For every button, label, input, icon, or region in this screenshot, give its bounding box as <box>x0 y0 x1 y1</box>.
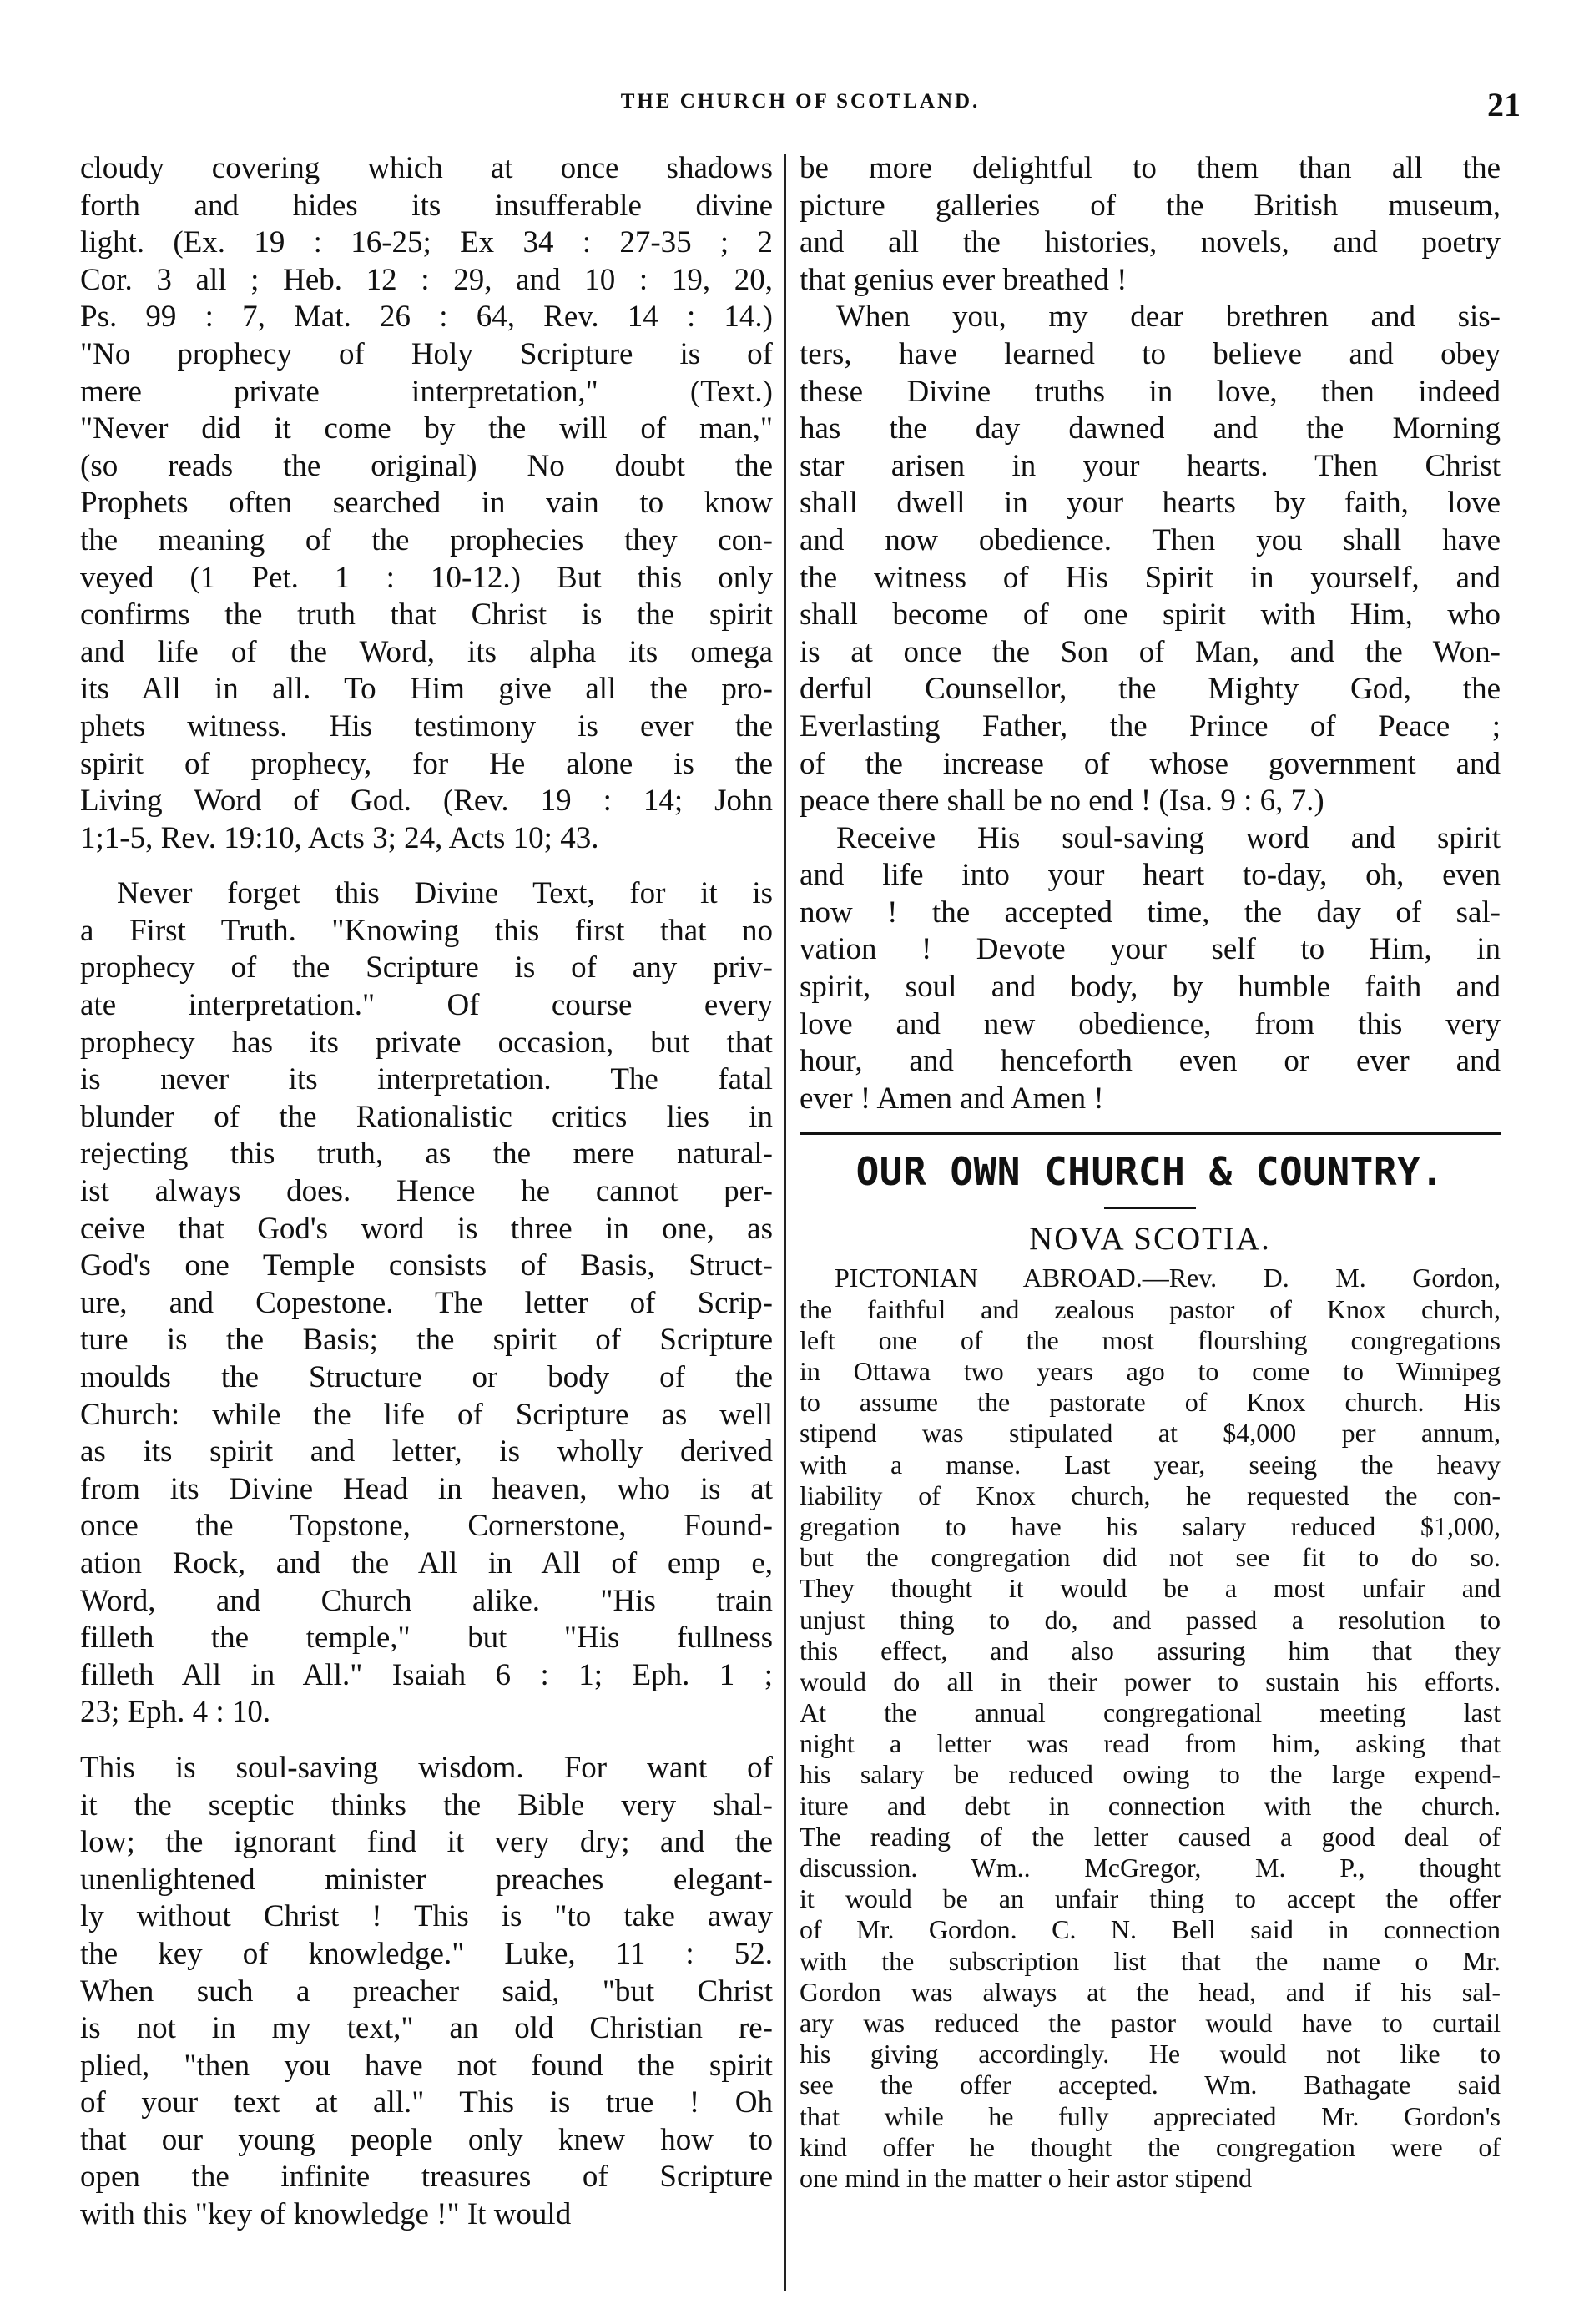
text-line: star arisen in your hearts. Then Christ <box>800 448 1501 483</box>
text-line: the witness of His Spirit in yourself, and <box>800 560 1501 595</box>
text-line: these Divine truths in love, then indeed <box>800 374 1501 409</box>
text-line: that our young people only knew how to <box>80 2122 773 2157</box>
text-line: God's one Temple consists of Basis, Struct- <box>80 1248 773 1283</box>
column-divider <box>784 154 786 2291</box>
text-line: PICTONIAN ABROAD.—Rev. D. M. Gordon, <box>835 1263 1501 1293</box>
text-line: confirms the truth that Christ is the spirit <box>80 597 773 633</box>
text-line: They thought it would be a most unfair and <box>800 1573 1501 1604</box>
text-line: unenlightened minister preaches elegant- <box>80 1862 773 1897</box>
text-line: one mind in the matter o heir astor stipend <box>800 2162 1253 2193</box>
text-line: ters, have learned to believe and obey <box>800 336 1501 371</box>
text-line: Prophets often searched in vain to know <box>80 486 773 521</box>
text-line: Ps. 99 : 7, Mat. 26 : 64, Rev. 14 : 14.) <box>80 300 773 335</box>
text-line: When such a preacher said, "but Christ <box>80 1974 773 2009</box>
text-line: to assume the pastorate of Knox church. His <box>800 1387 1501 1418</box>
text-line: his giving accordingly. He would not like to <box>800 2039 1501 2069</box>
text-line: would do all in their power to sustain his efforts. <box>800 1666 1501 1696</box>
text-line: shall become of one spirit with Him, who <box>800 597 1501 633</box>
left-paragraph-1 <box>80 150 773 857</box>
text-line: veyed (1 Pet. 1 : 10-12.) But this only <box>80 560 773 595</box>
text-line: ary was reduced the pastor would have to curtail <box>800 2007 1501 2038</box>
text-line: spirit, soul and body, by humble faith and <box>800 970 1501 1005</box>
text-line: light. (Ex. 19 : 16-25; Ex 34 : 27-35 ; 2 <box>80 225 773 260</box>
text-line: The reading of the letter caused a good deal of <box>800 1821 1501 1852</box>
text-line: the key of knowledge." Luke, 11 : 52. <box>80 1936 773 1971</box>
text-line: and all the histories, novels, and poetry <box>800 225 1501 260</box>
text-line: a First Truth. "Knowing this first that no <box>80 913 773 948</box>
text-line: 23; Eph. 4 : 10. <box>80 1695 271 1730</box>
text-line: When you, my dear brethren and sis- <box>836 300 1501 335</box>
text-line: ever ! Amen and Amen ! <box>800 1081 1104 1116</box>
text-line: liability of Knox church, he requested the con- <box>800 1480 1501 1510</box>
text-line: with the subscription list that the name o Mr. <box>800 1945 1501 1976</box>
text-line: low; the ignorant find it very dry; and the <box>80 1825 773 1860</box>
text-line: "Never did it come by the will of man," <box>80 411 773 446</box>
left-column <box>80 150 773 2324</box>
text-line: Never forget this Divine Text, for it is <box>117 876 773 911</box>
text-line: prophecy of the Scripture is of any priv- <box>80 950 773 986</box>
text-line: and life of the Word, its alpha its omega <box>80 634 773 669</box>
text-line: left one of the most flourshing congregations <box>800 1324 1501 1355</box>
sub-heading: NOVA SCOTIA. <box>1029 1221 1271 1258</box>
text-line: and now obedience. Then you shall have <box>800 522 1501 557</box>
text-line: night a letter was read from him, asking that <box>800 1728 1501 1759</box>
text-line: spirit of prophecy, for He alone is the <box>80 746 773 781</box>
paragraph-gap <box>80 857 773 875</box>
text-line: forth and hides its insufferable divine <box>80 188 773 223</box>
right-paragraph-3 <box>800 820 1501 1118</box>
text-line: is never its interpretation. The fatal <box>80 1062 773 1097</box>
text-line: it would be an unfair thing to accept the offer <box>800 1883 1501 1914</box>
text-line: of the increase of whose government and <box>800 746 1501 781</box>
text-line: (so reads the original) No doubt the <box>80 448 773 483</box>
text-line: once the Topstone, Cornerstone, Found- <box>80 1509 773 1544</box>
text-line: Living Word of God. (Rev. 19 : 14; John <box>80 784 773 819</box>
text-line: prophecy has its private occasion, but that <box>80 1025 773 1060</box>
right-column <box>800 150 1501 2324</box>
text-line: open the infinite treasures of Scripture <box>80 2160 773 2195</box>
text-line: ceive that God's word is three in one, as <box>80 1211 773 1246</box>
text-line: rejecting this truth, as the mere natural- <box>80 1137 773 1172</box>
page-number: 21 <box>1487 86 1521 124</box>
text-line: blunder of the Rationalistic critics lies in <box>80 1099 773 1134</box>
text-line: filleth the temple," but "His fullness <box>80 1621 773 1656</box>
text-line: 1;1-5, Rev. 19:10, Acts 3; 24, Acts 10; 43. <box>80 820 599 855</box>
left-paragraph-2 <box>80 875 773 1732</box>
paragraph-gap <box>80 1732 773 1750</box>
news-item <box>800 1263 1501 2194</box>
text-line: "No prophecy of Holy Scripture is of <box>80 336 773 371</box>
text-line: ist always does. Hence he cannot per- <box>80 1174 773 1209</box>
right-paragraph-2 <box>800 299 1501 819</box>
text-line: Cor. 3 all ; Heb. 12 : 29, and 10 : 19, 20, <box>80 262 773 297</box>
text-line: from its Divine Head in heaven, who is at <box>80 1471 773 1506</box>
text-line: Word, and Church alike. "His train <box>80 1583 773 1618</box>
text-line: has the day dawned and the Morning <box>800 411 1501 446</box>
text-line: Church: while the life of Scripture as well <box>80 1397 773 1432</box>
text-line: hour, and henceforth even or ever and <box>800 1044 1501 1079</box>
text-line: his salary be reduced owing to the large expend- <box>800 1759 1501 1790</box>
text-line: discussion. Wm.. McGregor, M. P., thought <box>800 1853 1501 1883</box>
text-line: the meaning of the prophecies they con- <box>80 522 773 557</box>
text-line: picture galleries of the British museum, <box>800 188 1501 223</box>
text-line: shall dwell in your hearts by faith, love <box>800 486 1501 521</box>
text-line: peace there shall be no end ! (Isa. 9 : 6, 7.) <box>800 784 1324 819</box>
section-rule <box>800 1132 1501 1135</box>
text-line: Everlasting Father, the Prince of Peace ; <box>800 708 1501 744</box>
text-line: be more delightful to them than all the <box>800 151 1501 185</box>
text-line: with this "key of knowledge !" It would <box>80 2197 572 2232</box>
text-line: kind offer he thought the congregation were of <box>800 2131 1501 2162</box>
text-line: is not in my text," an old Christian re- <box>80 2011 773 2046</box>
text-line: this effect, and also assuring him that they <box>800 1635 1501 1666</box>
heading-rule <box>1104 1207 1196 1209</box>
text-line: ation Rock, and the All in All of emp e, <box>80 1545 773 1580</box>
text-line: unjust thing to do, and passed a resolution to <box>800 1604 1501 1635</box>
text-line: that while he fully appreciated Mr. Gordon's <box>800 2100 1501 2131</box>
text-line: its All in all. To Him give all the pro- <box>80 672 773 707</box>
running-head <box>80 86 1521 127</box>
text-line: vation ! Devote your self to Him, in <box>800 932 1501 967</box>
text-line: ure, and Copestone. The letter of Scrip- <box>80 1285 773 1320</box>
left-paragraph-3 <box>80 1750 773 2234</box>
text-line: phets witness. His testimony is ever the <box>80 708 773 744</box>
text-line: gregation to have his salary reduced $1,000, <box>800 1510 1501 1541</box>
text-line: as its spirit and letter, is wholly derived <box>80 1434 773 1470</box>
section-heading: OUR OWN CHURCH & COUNTRY. <box>855 1149 1445 1195</box>
text-line: At the annual congregational meeting last <box>800 1697 1501 1728</box>
text-line: Receive His soul-saving word and spirit <box>836 820 1501 855</box>
running-title: THE CHURCH OF SCOTLAND. <box>620 90 981 113</box>
text-line: and life into your heart to-day, oh, even <box>800 858 1501 893</box>
text-line: Gordon was always at the head, and if his sal- <box>800 1976 1501 2007</box>
text-line: filleth All in All." Isaiah 6 : 1; Eph. 1 ; <box>80 1657 773 1692</box>
text-line: ture is the Basis; the spirit of Scripture <box>80 1323 773 1358</box>
text-line: This is soul-saving wisdom. For want of <box>80 1750 773 1785</box>
text-line: in Ottawa two years ago to come to Winnipeg <box>800 1356 1501 1386</box>
text-line: love and new obedience, from this very <box>800 1006 1501 1041</box>
text-line: stipend was stipulated at $4,000 per annum, <box>800 1418 1501 1449</box>
text-line: ate interpretation." Of course every <box>80 988 773 1023</box>
text-line: with a manse. Last year, seeing the heavy <box>800 1449 1501 1480</box>
text-line: is at once the Son of Man, and the Won- <box>800 634 1501 669</box>
text-line: moulds the Structure or body of the <box>80 1360 773 1394</box>
text-line: derful Counsellor, the Mighty God, the <box>800 672 1501 707</box>
text-line: now ! the accepted time, the day of sal- <box>800 895 1501 930</box>
text-line: the faithful and zealous pastor of Knox church, <box>800 1293 1501 1324</box>
text-line: ly without Christ ! This is "to take away <box>80 1899 773 1934</box>
text-line: of Mr. Gordon. C. N. Bell said in connection <box>800 1914 1501 1945</box>
text-line: iture and debt in connection with the church. <box>800 1790 1501 1821</box>
text-line: cloudy covering which at once shadows <box>80 151 773 185</box>
text-line: but the congregation did not see fit to do so. <box>800 1542 1501 1573</box>
text-line: mere private interpretation," (Text.) <box>80 374 773 409</box>
right-paragraph-1 <box>800 150 1501 299</box>
text-line: that genius ever breathed ! <box>800 262 1127 297</box>
text-line: see the offer accepted. Wm. Bathagate said <box>800 2069 1501 2100</box>
text-line: it the sceptic thinks the Bible very shal- <box>80 1787 773 1822</box>
text-line: plied, "then you have not found the spirit <box>80 2048 773 2083</box>
text-line: of your text at all." This is true ! Oh <box>80 2085 773 2120</box>
